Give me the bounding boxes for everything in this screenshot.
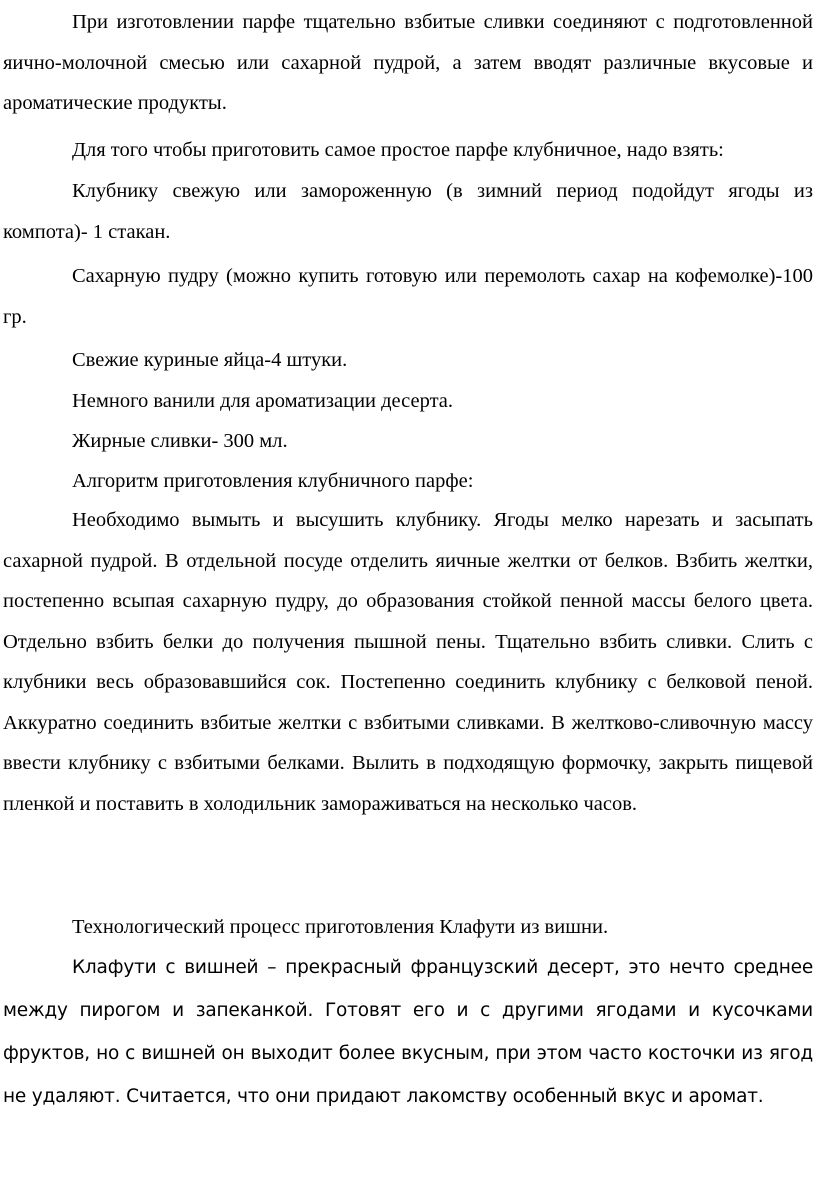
paragraph-parfait-intro: При изготовлении парфе тщательно взбитые сливки соединяют с подготовленной яично-молочной смесью или сахарной пудрой, а затем вводят различные вкусовые и ароматические продукты. — [3, 11, 813, 114]
paragraph-ingredients-intro: Для того чтобы приготовить самое простое парфе клубничное, надо взять: — [72, 139, 724, 161]
paragraph-vanilla: Немного ванили для ароматизации десерта. — [72, 390, 454, 412]
paragraph-algorithm-heading: Алгоритм приготовления клубничного парфе: — [72, 470, 474, 492]
paragraph-cream: Жирные сливки- 300 мл. — [72, 430, 288, 452]
paragraph-sugar: Сахарную пудру (можно купить готовую или перемолоть сахар на кофемолке)-100 гр. — [3, 265, 813, 328]
paragraph-clafoutis-description: Клафути с вишней – прекрасный французский десерт, это нечто среднее между пирогом и запеканкой. Готовят его и с другими ягодами и кусочками фруктов, но с вишней он выходит более вкусным, при этом часто косточки из ягод не удаляют. Считается, что они придают лакомству особенный вкус и аромат. — [3, 957, 813, 1107]
paragraph-clafoutis-heading: Технологический процесс приготовления Клафути из вишни. — [72, 916, 609, 938]
paragraph-strawberry: Клубнику свежую или замороженную (в зимний период подойдут ягоды из компота)- 1 стакан. — [3, 180, 813, 243]
paragraph-eggs: Свежие куриные яйца-4 штуки. — [72, 349, 348, 371]
paragraph-algorithm-steps: Необходимо вымыть и высушить клубнику. Ягоды мелко нарезать и засыпать сахарной пудрой. В отдельной посуде отделить яичные желтки от белков. Взбить желтки, постепенно всыпая сахарную пудру, до образования стойкой пенной массы белого цвета. Отдельно взбить белки до получения пышной пены. Тщательно взбить сливки. Слить с клубники весь образовавшийся сок. Постепенно соединить клубнику с белковой пеной. Аккуратно соединить взбитые желтки с взбитыми сливками. В желтково-сливочную массу ввести клубнику с взбитыми белками. Вылить в подходящую формочку, закрыть пищевой пленкой и поставить в холодильник замораживаться на несколько часов. — [3, 509, 813, 815]
